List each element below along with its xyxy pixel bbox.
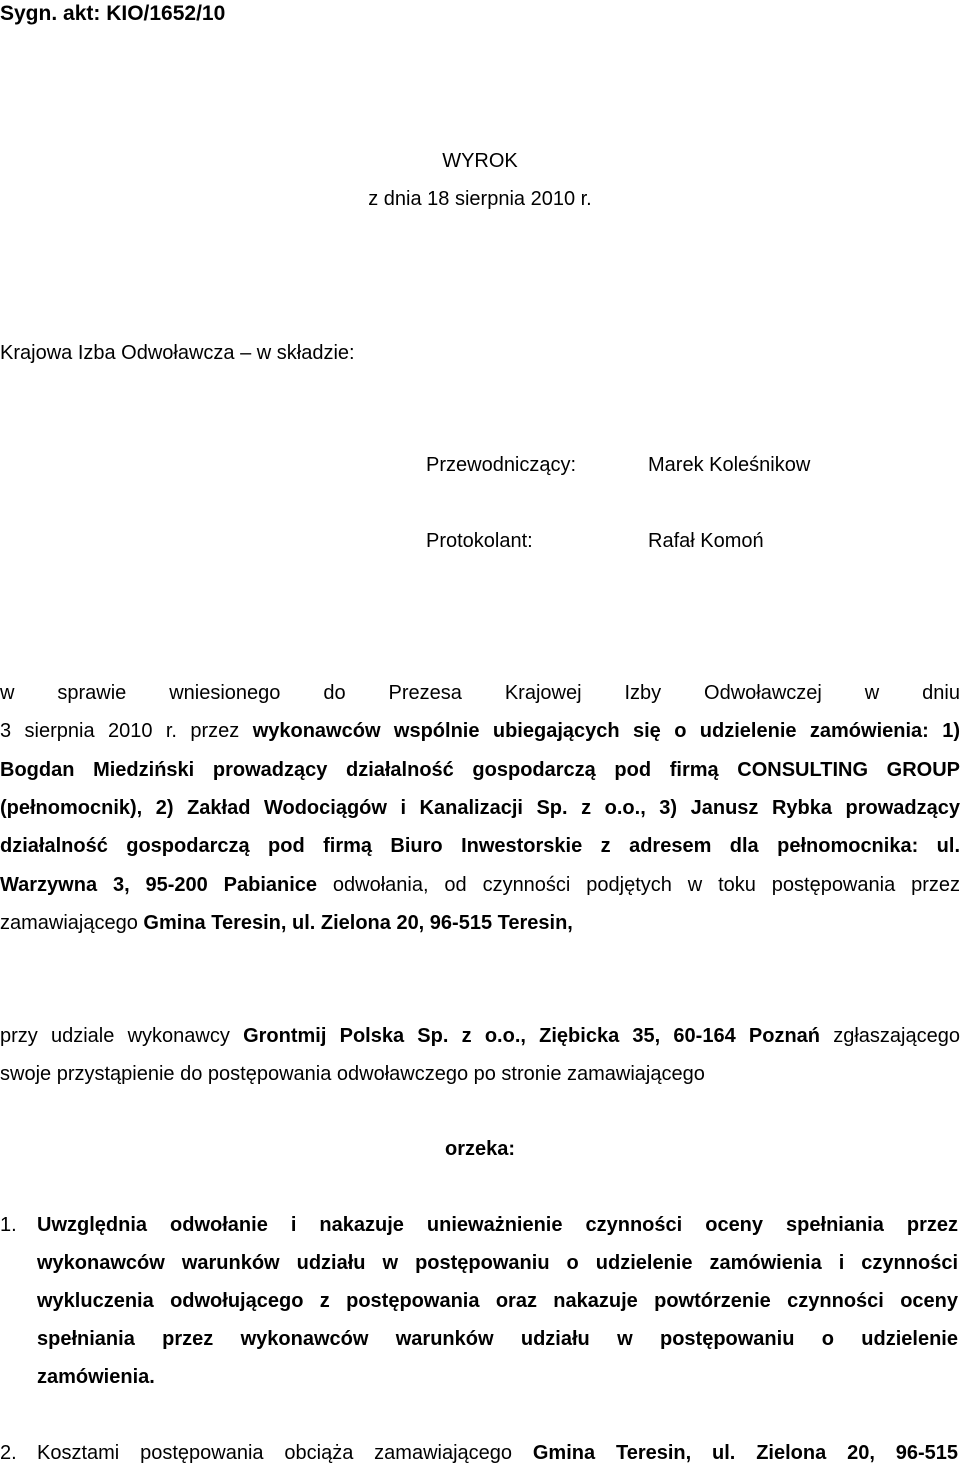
clerk-label: Protokolant: [426,530,533,552]
costs-text: Kosztami postępowania obciąża zamawiającego [37,1442,533,1464]
costs-party: Gmina Teresin, ul. Zielona 20, 96-515 [532,1442,958,1464]
case-paragraph-line [0,720,960,743]
case-paragraph-line: działalność gospodarczą pod firmą Biuro Inwestorskie z adresem dla pełnomocnika: ul. [0,835,960,857]
chair-name: Marek Koleśnikow [648,454,811,476]
ruling-item-line: Uwzględnia odwołanie i nakazuje unieważnienie czynności oceny spełniania przez [37,1214,958,1236]
ruling-item-number: 2. [0,1442,17,1464]
appellants-text: wykonawców wspólnie ubiegających się o udzielenie zamówienia: 1) [252,720,960,742]
chair-label: Przewodniczący: [426,454,577,476]
case-date-text: 3 sierpnia 2010 r. przez [0,720,253,742]
case-paragraph-line: w sprawie wniesionego do Prezesa Krajowej Izby Odwoławczej w dniu [0,682,960,704]
ruling-item-line: wykluczenia odwołującego z postępowania oraz nakazuje powtórzenie czynności oceny [37,1290,958,1312]
clerk-name: Rafał Komoń [648,530,764,552]
case-paragraph-line [0,874,960,897]
participation-line [0,1025,960,1048]
contracting-label: zamawiającego [0,912,144,934]
contracting-authority: Gmina Teresin, ul. Zielona 20, 96-515 Teresin, [143,912,573,934]
composition-intro: Krajowa Izba Odwoławcza – w składzie: [0,342,355,364]
judgment-date: z dnia 18 sierpnia 2010 r. [368,188,592,210]
ruling-item-line: zamówienia. [37,1366,155,1388]
participation-line: swoje przystąpienie do postępowania odwoławczego po stronie zamawiającego [0,1063,705,1085]
ruling-item-line [37,1442,958,1465]
case-paragraph-line [0,912,573,935]
ruling-item-number: 1. [0,1214,17,1236]
ruling-item-line: wykonawców warunków udziału w postępowaniu o udzielenie zamówienia i czynności [37,1252,958,1274]
appeal-text: odwołania, od czynności podjętych w toku postępowania przez [317,874,960,896]
participant-name: Grontmij Polska Sp. z o.o., Ziębicka 35, 60-164 Poznań [243,1025,821,1047]
case-paragraph-line: Bogdan Miedziński prowadzący działalność gospodarczą pod firmą CONSULTING GROUP [0,759,960,781]
judgment-title: WYROK [442,150,518,172]
case-signature: Sygn. akt: KIO/1652/10 [0,2,226,25]
ruling-heading: orzeka: [444,1138,516,1160]
appellant-address: Warzywna 3, 95-200 Pabianice [0,874,318,896]
ruling-item-line: spełniania przez wykonawców warunków udziału w postępowaniu o udzielenie [37,1328,958,1350]
participation-tail: zgłaszającego [820,1025,960,1047]
participation-label: przy udziale wykonawcy [0,1025,244,1047]
case-paragraph-line: (pełnomocnik), 2) Zakład Wodociągów i Kanalizacji Sp. z o.o., 3) Janusz Rybka prowadzący [0,797,960,819]
